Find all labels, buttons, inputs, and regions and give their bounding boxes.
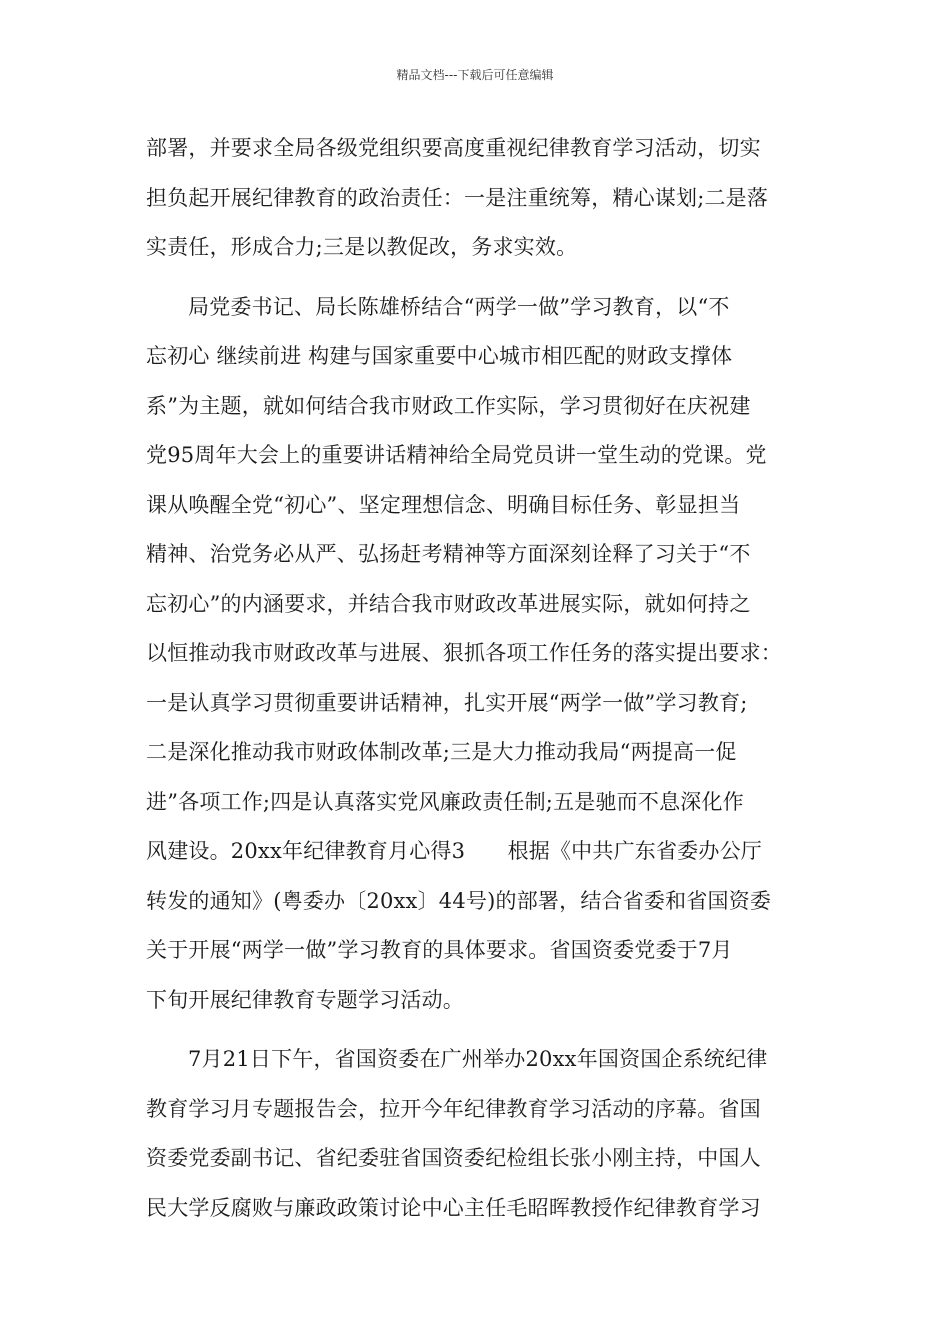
text-line: 风建设。20xx年纪律教育月心得3 根据《中共广东省委办公厅 — [146, 839, 762, 863]
text-line: 部署，并要求全局各级党组织要高度重视纪律教育学习活动，切实 — [146, 136, 761, 160]
text-line: 转发的通知》(粤委办〔20xx〕44号)的部署，结合省委和省国资委 — [146, 888, 772, 913]
text-line: 党95周年大会上的重要讲话精神给全局党员讲一堂生动的党课。党 — [146, 443, 767, 467]
text-line: 民大学反腐败与廉政政策讨论中心主任毛昭晖教授作纪律教育学习 — [146, 1195, 761, 1220]
text-line: 教育学习月专题报告会，拉开今年纪律教育学习活动的序幕。省国 — [146, 1096, 761, 1121]
page-header: 精品文档---下载后可任意编辑 — [396, 68, 554, 82]
text-line: 一是认真学习贯彻重要讲话精神，扎实开展“两学一做”学习教育; — [146, 690, 748, 715]
text-line: 担负起开展纪律教育的政治责任：一是注重统筹，精心谋划;二是落 — [146, 185, 769, 210]
text-line: 局党委书记、局长陈雄桥结合“两学一做”学习教育，以“不 — [188, 294, 730, 319]
paragraph-3 — [146, 1035, 806, 1233]
text-line: 忘初心 继续前进 构建与国家重要中心城市相匹配的财政支撑体 — [146, 344, 733, 368]
text-line: 实责任，形成合力;三是以教促改，务求实效。 — [146, 235, 578, 259]
paragraph-1 — [146, 124, 806, 273]
text-line: 进”各项工作;四是认真落实党风廉政责任制;五是驰而不息深化作 — [146, 789, 744, 814]
text-line: 以恒推动我市财政改革与进展、狠抓各项工作任务的落实提出要求： — [146, 641, 782, 665]
text-line: 精神、治党务必从严、弘扬赶考精神等方面深刻诠释了习关于“不 — [146, 542, 751, 566]
document-body — [146, 124, 806, 1233]
paragraph-2 — [146, 283, 806, 1026]
text-line: 关于开展“两学一做”学习教育的具体要求。省国资委党委于7月 — [146, 938, 733, 962]
text-line: 系”为主题，就如何结合我市财政工作实际，学习贯彻好在庆祝建 — [146, 393, 751, 418]
text-line: 下旬开展纪律教育专题学习活动。 — [146, 987, 464, 1012]
text-line: 课从唤醒全党“初心”、坚定理想信念、明确目标任务、彰显担当 — [146, 492, 741, 517]
text-line: 7月21日下午，省国资委在广州举办20xx年国资国企系统纪律 — [188, 1047, 768, 1071]
text-line: 资委党委副书记、省纪委驻省国资委纪检组长张小刚主持，中国人 — [146, 1146, 761, 1170]
text-line: 二是深化推动我市财政体制改革;三是大力推动我局“两提高一促 — [146, 740, 737, 764]
text-line: 忘初心”的内涵要求，并结合我市财政改革进展实际，就如何持之 — [146, 591, 751, 616]
